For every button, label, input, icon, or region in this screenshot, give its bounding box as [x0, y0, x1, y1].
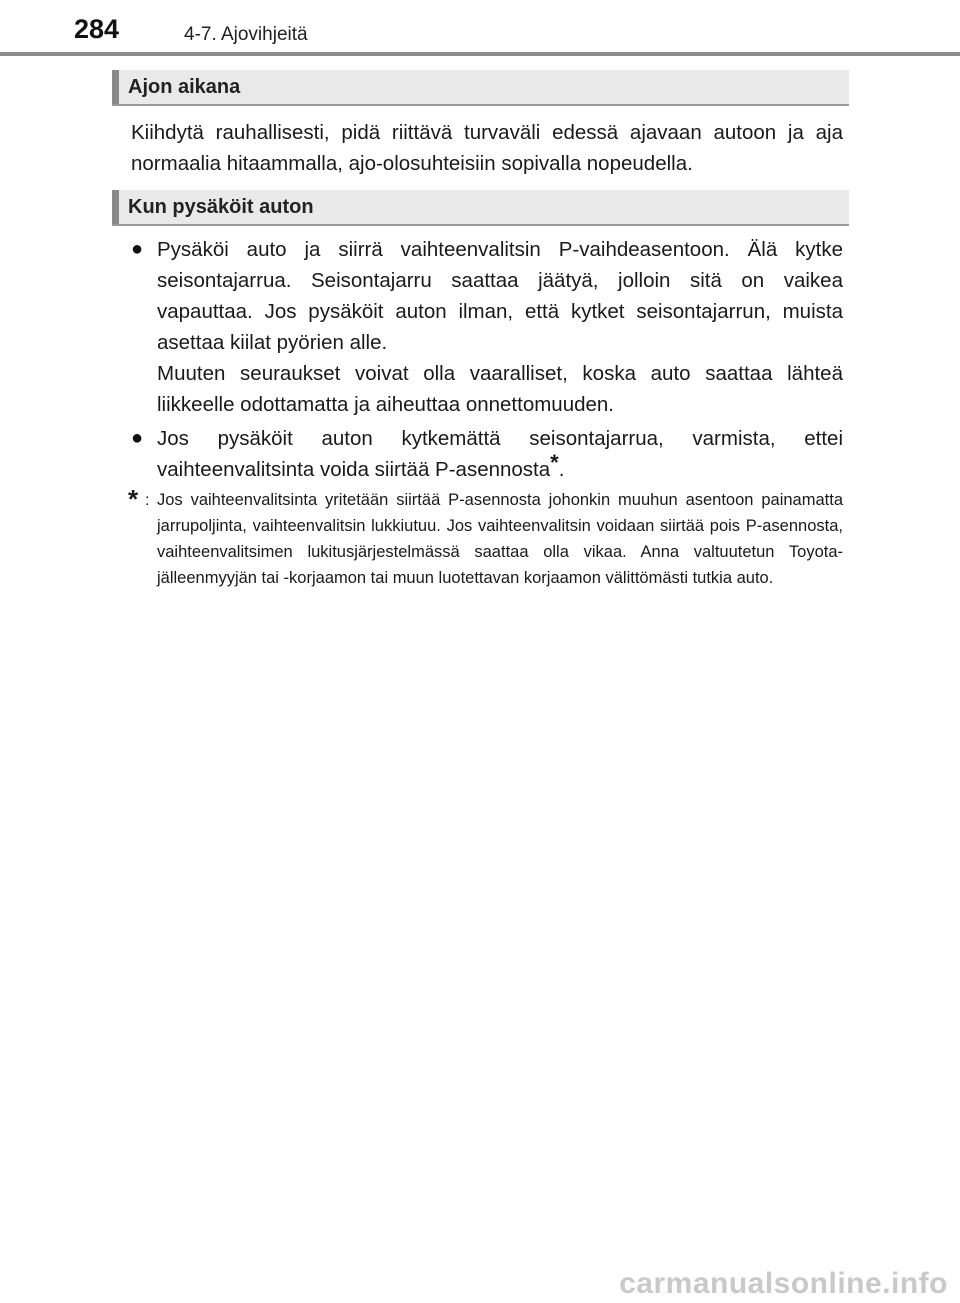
section-heading-text: Kun pysäköit auton [128, 196, 314, 218]
footnote-text: Jos vaihteenvalitsinta yritetään siirtää P-asennosta johonkin muuhun asentoon painamatta jarrupoljinta, vaihteenvalitsin lukkiutuu. Jos vaihteenvalitsin voidaan siirtää pois P-asennosta, vaihteenvalitsimen lukitusjärjestelmässä saattaa olla vikaa. Anna valtuutetun Toyota-jälleenmyyjän tai -korjaamon tai muun luotettavan korjaamon välittömästi tutkia auto. [157, 491, 843, 587]
parking-bullet-2 [157, 423, 843, 485]
bullet-icon: ● [131, 427, 144, 449]
section-breadcrumb: 4-7. Ajovihjeitä [184, 24, 308, 45]
footnote-reference-marker: * [550, 450, 559, 475]
driving-paragraph: Kiihdytä rauhallisesti, pidä riittävä turvaväli edessä ajavaan autoon ja aja normaalia hitaammalla, ajo-olosuhteisiin sopivalla nopeudella. [131, 121, 843, 175]
section-heading-text: Ajon aikana [128, 76, 241, 98]
footnote-separator: : [145, 492, 150, 509]
header-divider [0, 52, 960, 56]
page-number: 284 [74, 14, 120, 44]
page-header [0, 0, 960, 60]
parking-bullet-1-warning: Muuten seuraukset voivat olla vaaralliset, koska auto saattaa lähteä liikkeelle odottamatta ja aiheuttaa onnettomuuden. [157, 362, 843, 416]
bullet-icon: ● [131, 238, 144, 260]
heading-accent-bar [112, 190, 119, 224]
parking-bullet-1: Pysäköi auto ja siirrä vaihteenvalitsin P-vaihdeasentoon. Älä kytke seisontajarrua. Seisontajarru saattaa jäätyä, jolloin sitä on vaikea vapauttaa. Jos pysäköit auton ilman, että kytket seisontajarrun, muista asettaa kiilat pyörien alle. [157, 238, 843, 354]
section-heading-parking [112, 190, 849, 226]
watermark: carmanualsonline.info [619, 1267, 948, 1300]
section-heading-driving [112, 70, 849, 106]
footnote-marker: * [128, 484, 139, 514]
heading-accent-bar [112, 70, 119, 104]
parking-bullet-2-suffix: . [558, 458, 565, 481]
parking-bullet-2-text: Jos pysäköit auton kytkemättä seisontajarrua, varmista, ettei vaihteenvalitsinta voida siirtää P-asennosta [157, 427, 843, 481]
